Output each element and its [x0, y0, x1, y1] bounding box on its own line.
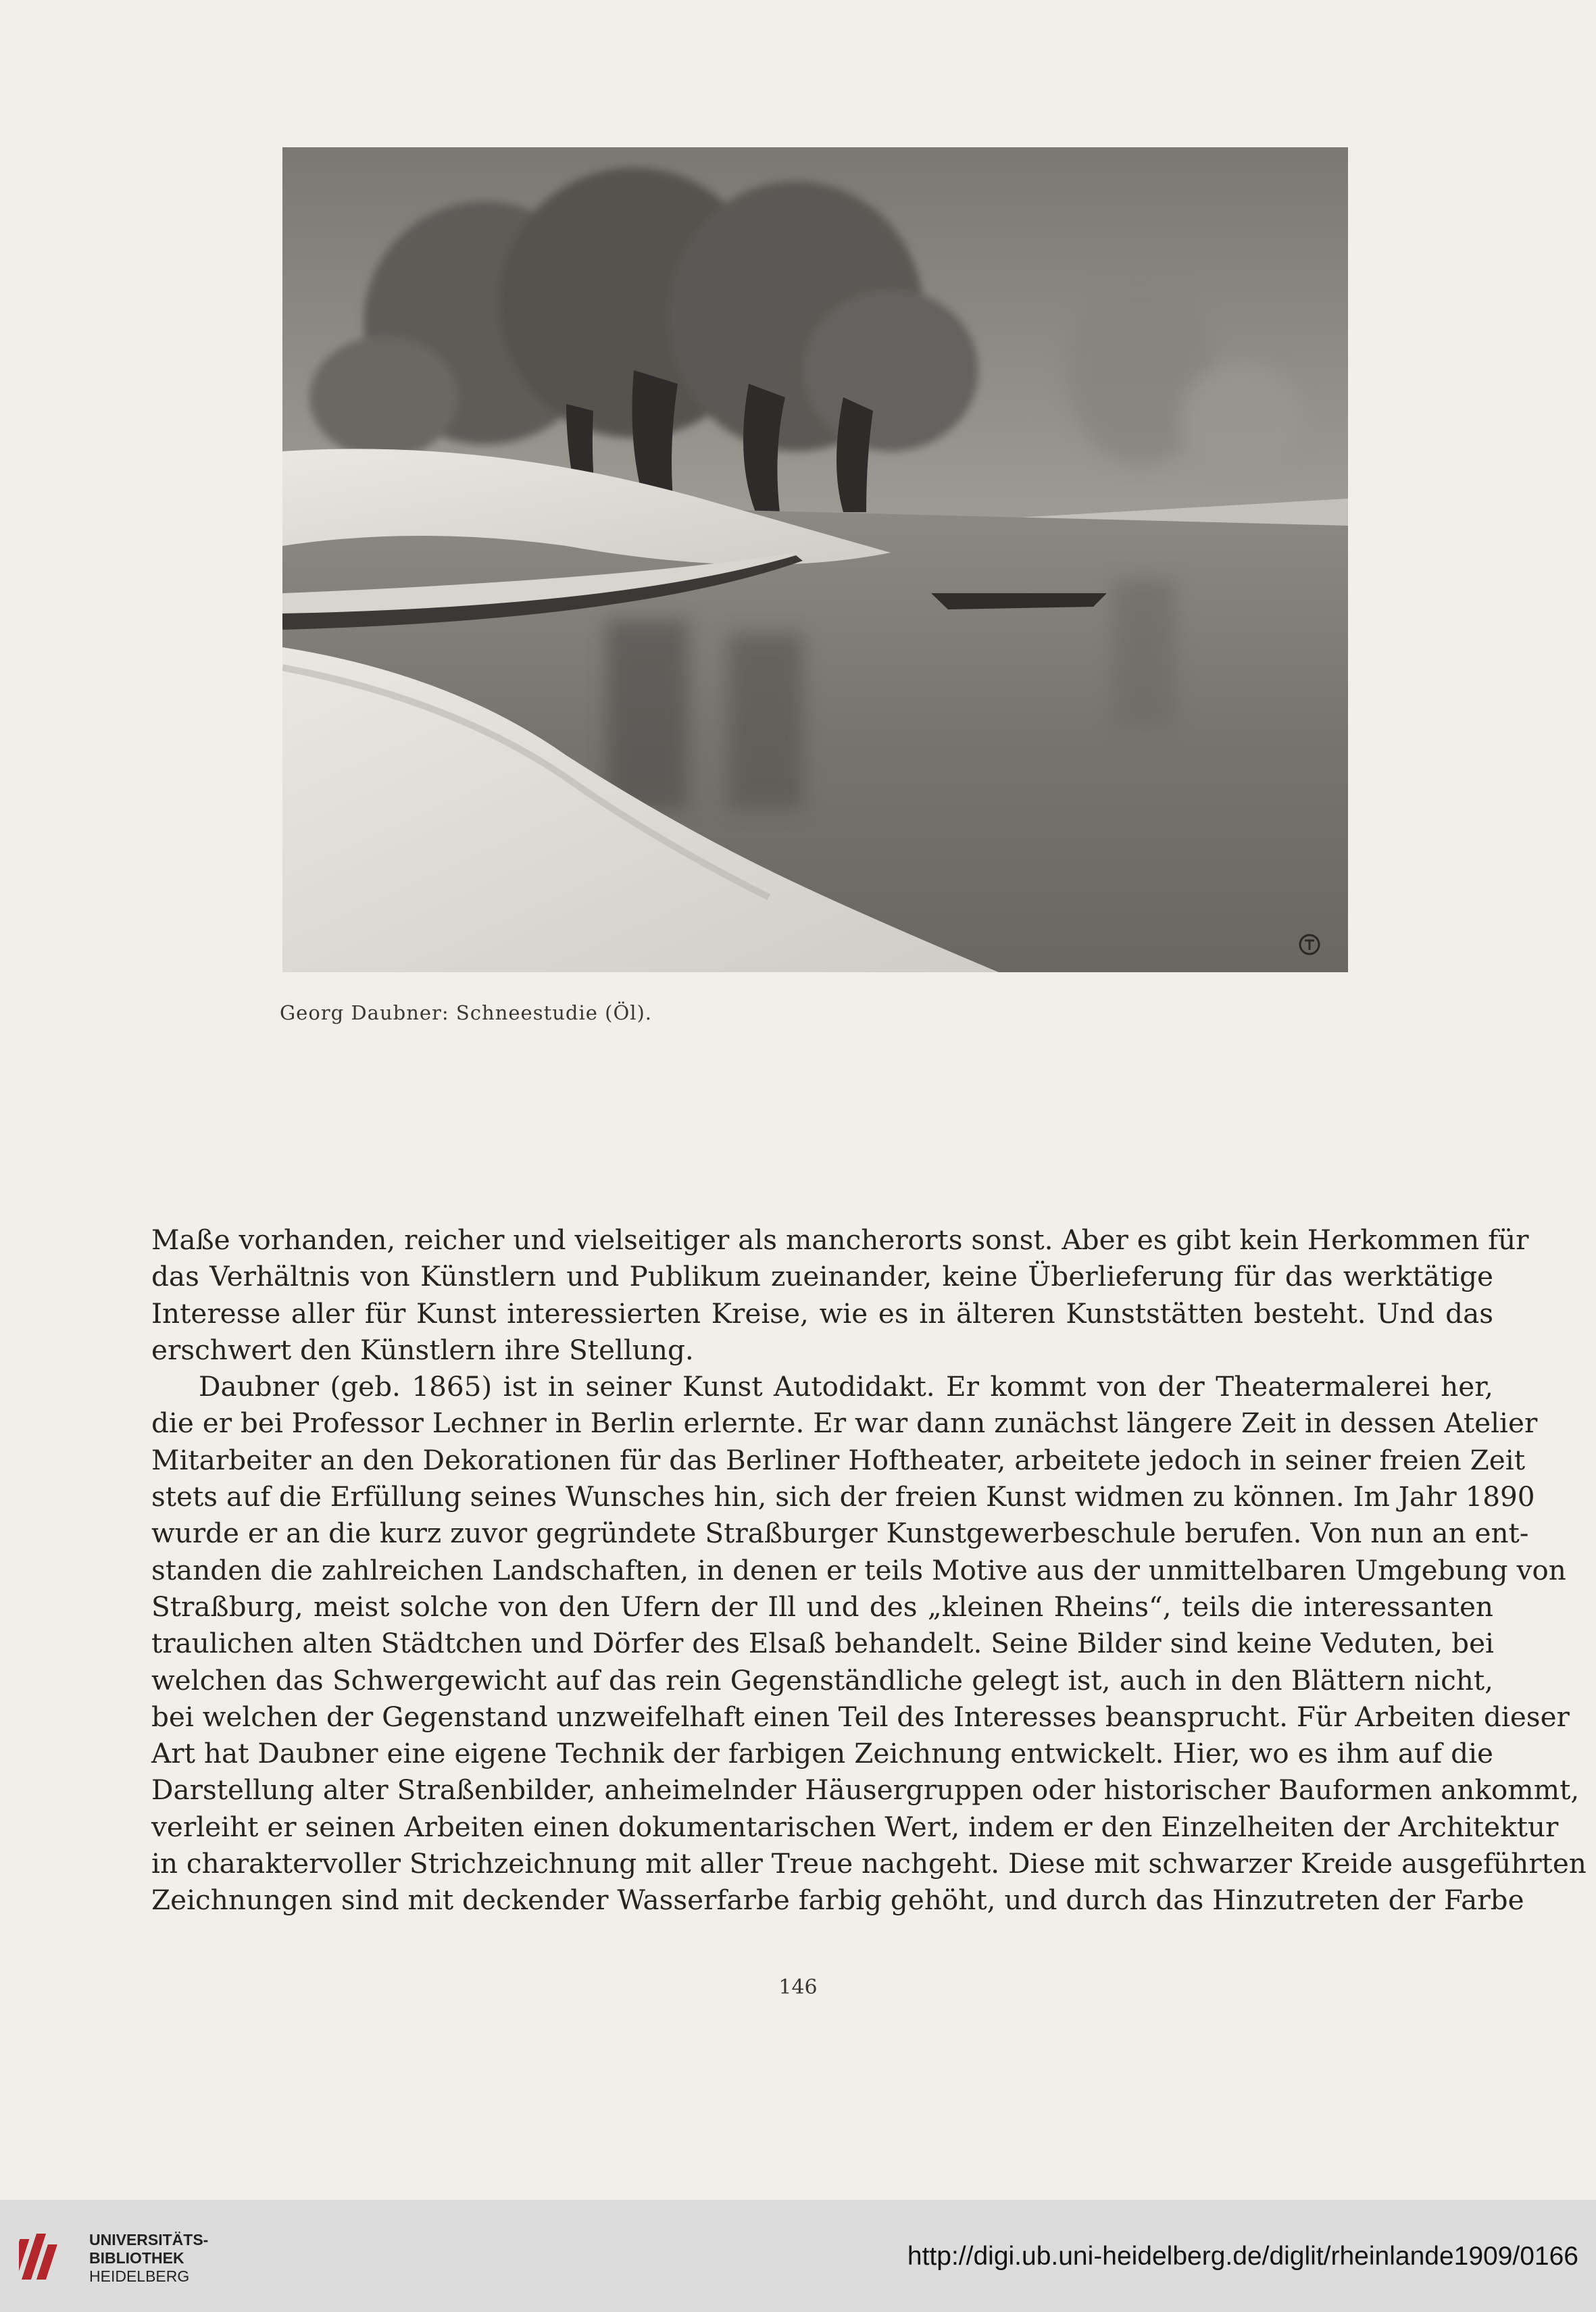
text-line: Straßburg, meist solche von den Ufern der Ill und des „kleinen Rheins“, teils die interessanten: [151, 1590, 1493, 1623]
library-name: [89, 2231, 208, 2286]
page-number: 146: [778, 1976, 818, 1999]
body-text: [151, 1222, 1587, 1919]
text-line: verleiht er seinen Arbeiten einen dokumentarischen Wert, indem er den Einzelheiten der Architektur: [151, 1810, 1559, 1843]
text-line: standen die zahlreichen Landschaften, in denen er teils Motive aus der unmittelbaren Umgebung von: [151, 1553, 1566, 1586]
text-line: Daubner (geb. 1865) ist in seiner Kunst Autodidakt. Er kommt von der Theatermalerei her,: [199, 1370, 1493, 1403]
text-line: stets auf die Erfüllung seines Wunsches hin, sich der freien Kunst widmen zu können. Im Jahr 1890: [151, 1480, 1535, 1513]
painting-plate: [282, 147, 1348, 972]
text-line: das Verhältnis von Künstlern und Publikum zueinander, keine Überlieferung für das werktätige: [151, 1260, 1493, 1293]
text-line: Maße vorhanden, reicher und vielseitiger als mancherorts sonst. Aber es gibt kein Herkommen für: [151, 1224, 1529, 1256]
university-library-logo-icon: [19, 2230, 73, 2284]
image-caption: Georg Daubner: Schneestudie (Öl).: [280, 1001, 653, 1024]
source-url-link[interactable]: http://digi.ub.uni-heidelberg.de/diglit/rheinlande1909/0166: [907, 2242, 1578, 2271]
digitization-footer: [0, 2200, 1596, 2312]
text-line: Interesse aller für Kunst interessierten Kreise, wie es in älteren Kunststätten besteht. Und das: [151, 1297, 1493, 1330]
text-line: die er bei Professor Lechner in Berlin erlernte. Er war dann zunächst längere Zeit in dessen Atelier: [151, 1407, 1538, 1440]
text-line: in charaktervoller Strichzeichnung mit aller Treue nachgeht. Diese mit schwarzer Kreide ausgeführten: [151, 1847, 1587, 1880]
text-line: welchen das Schwergewicht auf das rein Gegenständliche gelegt ist, auch in den Blättern nicht,: [151, 1663, 1493, 1697]
library-name-line-1: UNIVERSITÄTS-: [89, 2231, 209, 2248]
snow-river-landscape-image: [282, 147, 1348, 972]
text-line: Art hat Daubner eine eigene Technik der farbigen Zeichnung entwickelt. Hier, wo es ihm auf die: [151, 1737, 1493, 1770]
text-line: Zeichnungen sind mit deckender Wasserfarbe farbig gehöht, und durch das Hinzutreten der Farbe: [151, 1884, 1524, 1917]
text-line: bei welchen der Gegenstand unzweifelhaft einen Teil des Interesses beansprucht. Für Arbeiten dieser: [151, 1700, 1570, 1733]
text-line: wurde er an die kurz zuvor gegründete Straßburger Kunstgewerbeschule berufen. Von nun an ent-: [151, 1517, 1529, 1550]
text-line: Darstellung alter Straßenbilder, anheimelnder Häusergruppen oder historischer Bauformen ankommt,: [151, 1774, 1580, 1807]
text-line: Mitarbeiter an den Dekorationen für das Berliner Hoftheater, arbeitete jedoch in seiner freien Zeit: [151, 1443, 1525, 1476]
text-line: erschwert den Künstlern ihre Stellung.: [151, 1333, 694, 1366]
library-name-line-2: BIBLIOTHEK: [89, 2249, 184, 2267]
text-line: traulichen alten Städtchen und Dörfer des Elsaß behandelt. Seine Bilder sind keine Veduten, bei: [151, 1627, 1495, 1660]
library-name-line-3: HEIDELBERG: [89, 2267, 190, 2285]
